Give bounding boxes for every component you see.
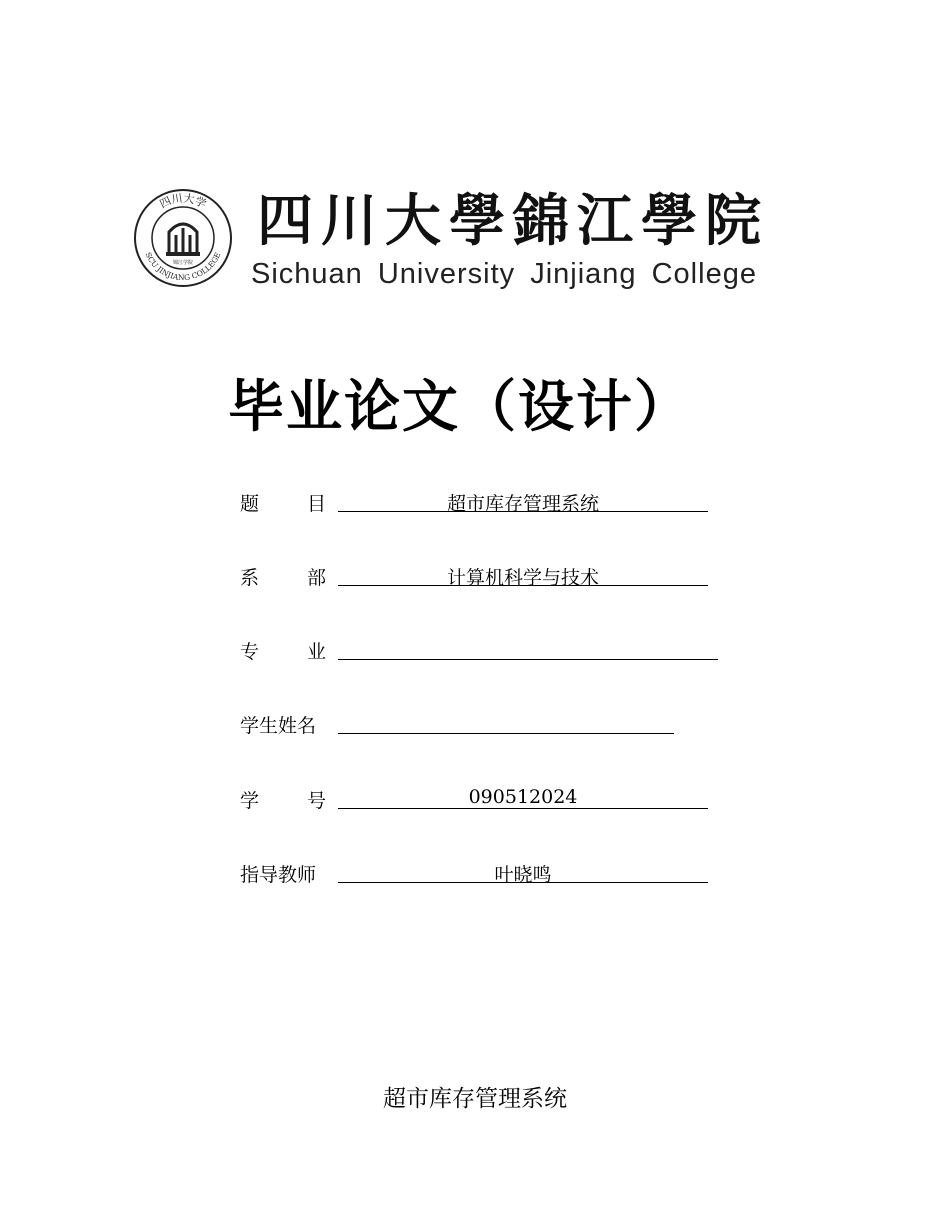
document-main-title: 毕业论文（设计）	[228, 375, 692, 440]
field-student-name-underline	[338, 709, 674, 734]
field-department-value: 计算机科学与技术	[446, 567, 599, 589]
field-advisor-label: 指导教师	[240, 864, 317, 886]
field-advisor-underline	[338, 858, 708, 886]
svg-text:四川大学: 四川大学	[157, 191, 209, 211]
college-logo	[133, 184, 783, 294]
field-student-name-label: 学生姓名	[240, 715, 317, 737]
svg-text:锦江学院: 锦江学院	[172, 260, 194, 266]
field-department-label: 系 部	[240, 567, 326, 589]
field-department-underline	[338, 561, 708, 589]
college-seal-icon	[133, 188, 233, 288]
field-topic-label: 题 目	[240, 493, 326, 515]
field-major-underline	[338, 635, 718, 660]
field-topic-underline	[338, 487, 708, 515]
field-topic-value: 超市库存管理系统	[446, 493, 599, 515]
field-student-id-label: 学 号	[240, 790, 326, 812]
field-advisor-value: 叶晓鸣	[494, 864, 552, 886]
svg-text:四川大學錦江學院: 四川大學錦江學院	[257, 188, 769, 252]
field-major-label: 专 业	[240, 641, 326, 663]
document-footer-title: 超市库存管理系统	[383, 1086, 567, 1112]
college-english-name: Sichuan University Jinjiang College	[251, 258, 757, 290]
field-student-id-value: 090512024	[468, 786, 578, 808]
svg-text:SCU JINJIANG COLLEGE: SCU JINJIANG COLLEGE	[143, 250, 223, 283]
college-chinese-name-logotype	[243, 186, 783, 252]
field-student-id-underline	[338, 784, 708, 809]
